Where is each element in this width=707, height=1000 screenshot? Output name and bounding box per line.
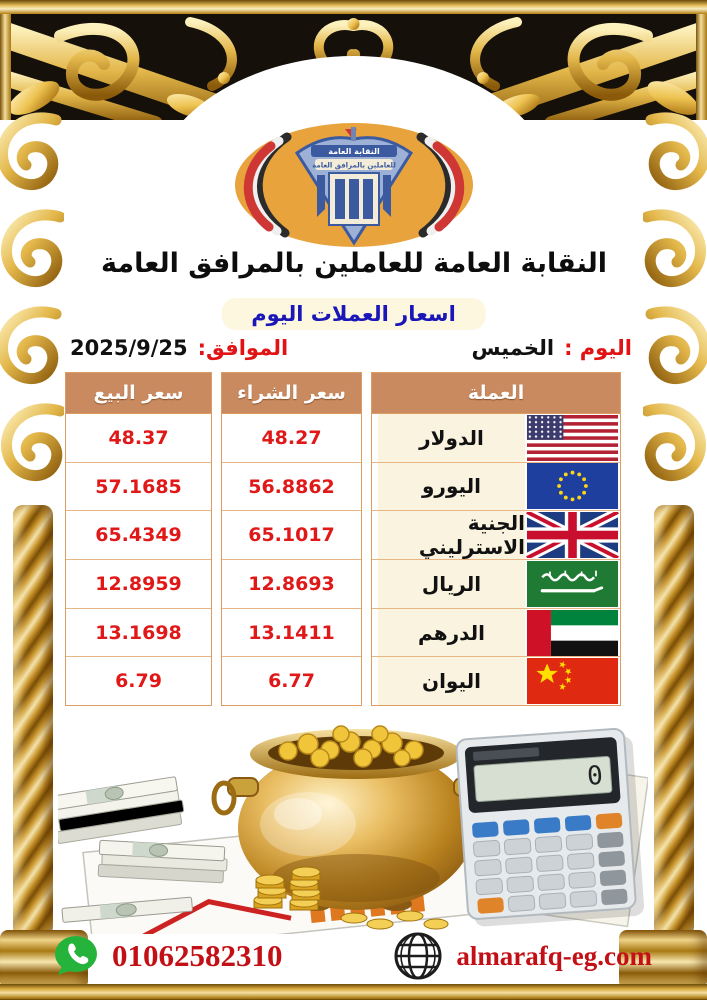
table-row-riyal bbox=[372, 559, 620, 608]
currency-name: اليوان bbox=[378, 657, 525, 705]
sell-price: 12.8959 bbox=[66, 559, 211, 608]
date-value: 2025/9/25 bbox=[70, 336, 188, 360]
saudi-flag-icon bbox=[525, 560, 620, 608]
buy-price: 48.27 bbox=[261, 426, 322, 449]
buy-price: 65.1017 bbox=[222, 510, 361, 559]
frame-rope-column-left bbox=[13, 505, 53, 937]
table-row-sterling bbox=[372, 510, 620, 559]
whatsapp-icon bbox=[52, 932, 100, 980]
phone-number: 01062582310 bbox=[112, 938, 283, 973]
frame-bottom-bar bbox=[0, 984, 707, 1000]
emblem-band-text: للعاملين بالمرافق العامة bbox=[312, 161, 396, 170]
table-row-dirham bbox=[372, 608, 620, 657]
table-row-euro bbox=[372, 462, 620, 511]
calculator-display: 0 bbox=[586, 760, 604, 792]
day-value: الخميس bbox=[471, 336, 555, 360]
emblem-top-text: النقابة العامة bbox=[328, 147, 380, 156]
phone-group bbox=[52, 932, 283, 980]
day-label: اليوم : bbox=[564, 336, 632, 360]
buy-header: سعر الشراء bbox=[222, 373, 361, 414]
currency-name: الريال bbox=[378, 560, 525, 608]
page-subtitle-pill bbox=[221, 298, 486, 330]
eu-flag-icon bbox=[525, 463, 620, 511]
uk-flag-icon bbox=[525, 511, 620, 559]
us-flag-icon bbox=[525, 414, 620, 462]
date-label: الموافق: bbox=[197, 336, 289, 360]
sell-price: 48.37 bbox=[108, 426, 169, 449]
footer-contact-bar bbox=[52, 930, 652, 982]
currency-name: الجنية الاسترليني bbox=[378, 511, 525, 559]
sell-price: 13.1698 bbox=[66, 608, 211, 657]
table-row-dollar bbox=[372, 414, 620, 462]
frame-edge-left bbox=[0, 14, 11, 120]
organization-title: النقابة العامة للعاملين بالمرافق العامة bbox=[101, 248, 607, 279]
sell-header: سعر البيع bbox=[66, 373, 211, 414]
day-group bbox=[472, 336, 632, 360]
date-row bbox=[70, 336, 632, 366]
frame-scroll-column-left bbox=[0, 110, 64, 515]
frame-edge-right bbox=[696, 14, 707, 120]
china-flag-icon bbox=[525, 657, 620, 705]
page-subtitle: اسعار العملات اليوم bbox=[251, 302, 456, 326]
frame-scroll-column-right bbox=[643, 110, 707, 515]
currency-name: اليورو bbox=[378, 463, 525, 511]
money-illustration bbox=[58, 706, 648, 934]
currency-name: الدرهم bbox=[378, 609, 525, 657]
buy-price: 56.8862 bbox=[222, 462, 361, 511]
buy-price: 6.77 bbox=[222, 656, 361, 705]
sell-price: 6.79 bbox=[66, 656, 211, 705]
frame-rope-column-right bbox=[654, 505, 694, 937]
website-group bbox=[392, 930, 652, 982]
website-url: almarafq-eg.com bbox=[456, 940, 652, 971]
globe-icon bbox=[392, 930, 444, 982]
sell-price: 65.4349 bbox=[66, 510, 211, 559]
date-group bbox=[70, 336, 288, 360]
currency-column bbox=[371, 372, 621, 706]
uae-flag-icon bbox=[525, 609, 620, 657]
rates-table bbox=[65, 372, 621, 706]
table-row-yuan bbox=[372, 656, 620, 705]
calculator-illustration bbox=[456, 728, 645, 928]
sell-price: 57.1685 bbox=[66, 462, 211, 511]
currency-name: الدولار bbox=[378, 414, 525, 462]
buy-price-column bbox=[221, 372, 362, 706]
buy-price: 13.1411 bbox=[222, 608, 361, 657]
sell-price-column bbox=[65, 372, 212, 706]
currency-header: العملة bbox=[372, 373, 620, 414]
buy-price: 12.8693 bbox=[222, 559, 361, 608]
syndicate-logo bbox=[233, 121, 475, 249]
